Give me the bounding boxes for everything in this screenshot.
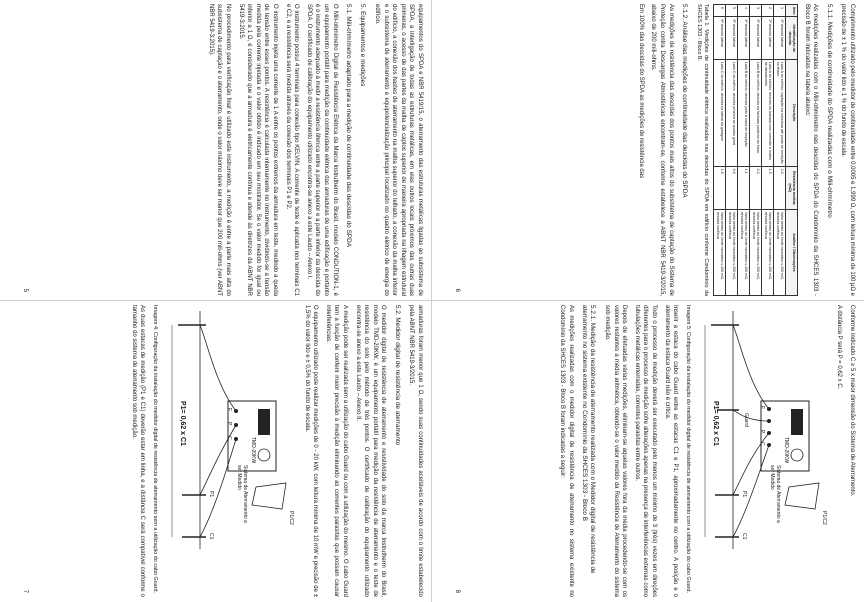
paragraph: O instrumento possui 4 terminais para conexão tipo KELVIN. A corrente de teste é aplicada nos terminais C1 e C2, e a resistência será medida através da conexão dos terminais P1 e P2. xyxy=(284,4,300,296)
table-cell: 3 xyxy=(750,5,762,17)
cable-e xyxy=(733,325,769,409)
table-cell: 0,8 xyxy=(726,166,738,209)
table-header: Análise / Observações xyxy=(786,209,798,295)
table-cell: 1,8 xyxy=(714,166,726,209)
meter-display xyxy=(791,409,803,435)
figure-caption: Imagem 5: Configuração da instalação do medidor digital de resistência de aterramento com a utilização do cabo Guard. xyxy=(684,305,691,593)
table-cell: Valor dentro do limite normativo ≤ 200 mΩ, descida contínua xyxy=(762,209,774,295)
table-cell: 1 xyxy=(774,5,786,17)
paragraph: Em 100% das descidas do SPDA as medições de resistência das xyxy=(637,4,644,179)
subsection-heading: 5.2. Medidor digital de resistência de aterramento xyxy=(393,305,401,446)
label-guard: Guard xyxy=(742,413,749,427)
page-8-content xyxy=(452,305,856,597)
page-number: 7 xyxy=(22,589,28,593)
document-page-8 xyxy=(432,301,864,602)
table-cell: 2,0 xyxy=(774,166,786,209)
label-c: C xyxy=(758,442,765,446)
paragraph: As duas estacas de medição (P1 e C1) deverão estar em linha, e a distância C será compatível conforme o tamanho do sistema de aterramento sob medição. xyxy=(130,305,146,597)
table-header: Resistência medida (mΩ) xyxy=(786,166,798,209)
table-cell: 2 xyxy=(762,5,774,17)
page-5-content xyxy=(20,4,424,296)
probe-p1-label: P1 xyxy=(740,491,747,498)
paragraph: Depois de efetuadas várias medições, eliminam-se aquelas valores fora da média procedendo-se com os valores restantes a média aritmética, obtendo-se o valor medido da Resistência de Aterramento do sistema sob medição. xyxy=(604,305,628,597)
document-page-5 xyxy=(0,0,431,300)
paragraph: Inserir a estaca do cabo Guard entre as estacas C1 e P1, aproximadamente no centro. A posição e o aterramento da estaca Guard não é crítica. xyxy=(663,305,679,597)
earth-system-label: Sistema de Aterramento a ser Medido xyxy=(236,465,249,523)
distance-formula: P1= 0,62 x C1 xyxy=(711,401,719,446)
table-caption: Tabela 1: Medições de continuidade elétrica realizadas nas descidas do SPDA em edifício conforme Condomínio da SHCES 1303 - Bloco B. xyxy=(695,4,710,296)
table-row xyxy=(738,5,750,296)
table-cell: Valor dentro do limite normativo ≤ 200 mΩ, descida contínua xyxy=(774,209,786,295)
continuity-table xyxy=(713,4,798,296)
section-heading: 5. Equipamentos e medições xyxy=(359,4,367,87)
table-cell: 1ª descida lateral xyxy=(774,17,786,60)
paragraph: Todo o processo de medição deverá ser executado pelo menos um mínimo de 3 (três) vezes em direções diferentes para o processo de medição sofre alterações apenas na presença de interferências externas como tubulações metálicas enterradas, correntes parasitas entre outros. xyxy=(633,305,658,597)
table-cell: Lado C do edifício, descida na lateral da garagem xyxy=(714,59,726,166)
paragraph: No procedimento para verificação final é utilizado este instrumento, a medição é entre a parte mais alta do subsistema de captação e o aterramento, onde o valor máximo deve ser menor que 200 mili-ohms (ver ABNT NBR 5419-3:2015). xyxy=(207,4,232,296)
earth-system-label: Sistema de Aterramento a ser Medido xyxy=(768,465,781,523)
paragraph: As medições realizadas com o Mili-ohmímetro nas descidas do SPDA do Condomínio da SHCES 1303 - Bloco B foram indicadas na tabela abaixo: xyxy=(803,4,819,296)
table-cell: Valor dentro do limite normativo ≤ 200 mΩ, descida contínua xyxy=(714,209,726,295)
table-cell: 4 xyxy=(738,5,750,17)
table-cell: 5 xyxy=(726,5,738,17)
table-row xyxy=(726,5,738,296)
document-page-7 xyxy=(0,301,431,602)
paragraph: O Mili-ohmímetro Digital de Resistência Elétrica da Marca Instrutherm do Brasil, modelo CONDUTION-1, é um equipamento portátil para medição da continuidade elétrica das armaduras de uma edificação e portanto é o instrumento adequado à medir a resistência ôhmica entre a parte superior e a parte inferior da descida do SPDA. O certificado de calibração do equipamento utilizado encontra-se anexo a este Laudo – Anexo I. xyxy=(305,4,338,296)
ground-meter-diagram-guard xyxy=(697,305,829,555)
earth-system-box xyxy=(785,483,819,509)
paragraph: A distância P será P = 0,62 x C. xyxy=(836,305,843,390)
table-row xyxy=(774,5,786,296)
table-header: Identificação da descida xyxy=(786,17,798,60)
paragraph: O medidor digital de resistência de aterramento e resistividade do solo da marca Instrutherm do Brasil, modelo TMD-20KW, é um equipamento portátil para medição da resistência de aterramento e o teste de resistência do solo pelo método de três pontos. O certificado de calibração do equipamento utilizado encontra-se anexo a este Laudo – Anexo II. xyxy=(354,305,387,597)
paragraph: O equipamento utilizado pode realizar medições de 0 - 20 kW, com leitura mínima de 10 mW e precisão de ± 1,5% do valor lido e ± 0,5% do fundo de escala. xyxy=(303,305,319,597)
paragraph: O instrumento injeta uma corrente de 1 A entre os pontos extremos da armadura em teste, medindo a queda de tensão entre esses pontos. A resistência é calculada internamente no instrumento, dividindo-se a tensão medida pela corrente injetada e o valor obtido é indicado em seu mostrador. Se o valor medido for igual ou inferior a 1 Ω, é considerado que a armadura é eletricamente contínua e atende às diretrizes da ABNT NBR 5419-3:2015. xyxy=(237,4,279,296)
subsection-heading: 5.2.1. Medição da resistência de aterramento realizada com o Medidor digital de resistência de aterramento no sistema existente no Condomínio da SHCES 1303 - Bloco B xyxy=(581,305,597,574)
paragraph: A medição pode ser realizada sem a utilização do cabo Guard ou com a utilização do mesmo. O cabo Guard tem a função de conferir maior precisão à medição eliminando as correntes parasitas que possam causar interferências. xyxy=(324,305,349,597)
table-cell: Lado B do edifício, descida na fachada posterior do bloco xyxy=(750,59,762,166)
cable-e xyxy=(200,325,236,411)
table-header-row xyxy=(786,5,798,296)
device-label: TMD-20KW xyxy=(250,437,257,464)
paragraph: As medições realizadas com o medidor digital de resistência de aterramento no sistema existente no Condomínio da SHCES 1303 - Bloco B foram indicadas a seguir: xyxy=(559,305,574,597)
subsection-heading: 5.1.1. Medições de continuidade do SPDA realizadas com o Mili-ohmímetro xyxy=(825,4,833,218)
paragraph-intro: equipamentos do SPDA e NBR 5419/15, o aterramento das estruturas metálicas ligadas ao subsistema de SPDA, a interligação de todas as estruturas metálicas, em elas outros locais próximos das outras duas primeiras, o acesso de das partes da malha de captos superior de maneira apropriada na ilhagem estrutural do edifício, a conexão dos hastes de aterramento na malha superior do telhado, a conexão da malha inferior e o subsistema de aterramento e equipotencialização principal localizado no quadro elétrico de energia do edifício. xyxy=(374,4,423,296)
subsection-heading: 5.1. Mili-ohmímetro adaptado para a medição de continuidade das descidas do SPDA xyxy=(345,4,353,247)
paragraph: As medições de resistência das descidas dos pontos mais altos do subsistema de captação do Sistema de Proteção contra Descargas Atmosféricas encontram-se, conforme estabelece a ABNT NBR 5419-3/2015, abaixo de 200 mili-ohms. xyxy=(650,4,674,296)
probe-c1-label: C1 xyxy=(208,533,215,540)
label-e: E xyxy=(226,408,233,412)
table-row xyxy=(714,5,726,296)
table-cell: Lado B do edifício, descida junto à caixa de inspeção xyxy=(738,59,750,166)
paragraph: Conforme indicado C ≥ 5 x maior dimensão do Sistema de Aterramento. xyxy=(849,305,855,497)
label-p: P xyxy=(758,430,765,434)
label-p: P xyxy=(226,422,233,426)
table-cell: 3ª descida lateral xyxy=(750,17,762,60)
p-c-label: P1/C2 xyxy=(820,511,827,525)
table-row xyxy=(750,5,762,296)
meter-display xyxy=(258,409,270,435)
table-row xyxy=(762,5,774,296)
paragraph: armaduras foram menor que 1 Ω, sendo suas continuidades aceitáveis de acordo com o limite estabelecido pela ABNT NBR 5419-3/2015. xyxy=(408,305,423,597)
label-e: E xyxy=(758,406,765,410)
table-cell: 6 xyxy=(714,5,726,17)
table-body xyxy=(714,5,786,296)
ground-meter-diagram xyxy=(164,305,296,555)
page-number: 5 xyxy=(22,288,28,292)
table-cell: Valor dentro do limite normativo ≤ 200 mΩ, descida contínua xyxy=(738,209,750,295)
table-cell: Lado A do edifício, captação na cobertura até ponto de medição no térreo xyxy=(774,59,786,166)
document-page-6 xyxy=(432,0,864,300)
table-cell: 5ª descida lateral xyxy=(726,17,738,60)
probe-c1-label: C1 xyxy=(740,533,747,540)
earth-system-box xyxy=(252,483,286,509)
table-header: Descrição xyxy=(786,59,798,166)
table-cell: 1,5 xyxy=(762,166,774,209)
paragraph: Comprimento utilizado pelo medidor de continuidade entre 0,0005 e 1,999 Ω, com leitura mínima de 100 μΩ e precisão de ± 1 % do valor lido e 1 % do fundo de escala. xyxy=(840,4,855,296)
figure-caption: Imagem 4: Configuração da instalação do medidor digital de resistência de aterramento sem a utilização do cabo Guard. xyxy=(152,305,159,593)
page-7-content xyxy=(20,305,424,597)
p-c-label: P1/C2 xyxy=(288,511,295,525)
distance-formula: P1= 0,62 x C1 xyxy=(179,401,187,446)
table-cell: Valor dentro do limite normativo ≤ 200 mΩ, descida contínua xyxy=(750,209,762,295)
table-header: Item xyxy=(786,5,798,17)
subsection-heading: 5.1.2. Análise das medições de continuidade das descidas do SPDA xyxy=(681,4,689,198)
page-number: 6 xyxy=(454,288,460,292)
page-6-content xyxy=(452,4,856,296)
table-cell: 1,1 xyxy=(738,166,750,209)
device-label: TMD-20KW xyxy=(782,437,789,464)
table-cell: 4ª descida lateral xyxy=(738,17,750,60)
table-cell: 2ª descida lateral xyxy=(762,17,774,60)
page-number: 8 xyxy=(454,589,460,593)
table-cell: 6ª descida lateral xyxy=(714,17,726,60)
table-cell: Lado A do edifício, descida na fachada com conexão à malha de aterramento xyxy=(762,59,774,166)
table-cell: Valor dentro do limite normativo ≤ 200 mΩ, descida contínua xyxy=(726,209,738,295)
table-cell: 0,2 xyxy=(750,166,762,209)
label-c: C xyxy=(226,436,233,440)
table-cell: Lado C do edifício, descida próxima ao quadro geral xyxy=(726,59,738,166)
probe-p1-label: P1 xyxy=(208,491,215,498)
